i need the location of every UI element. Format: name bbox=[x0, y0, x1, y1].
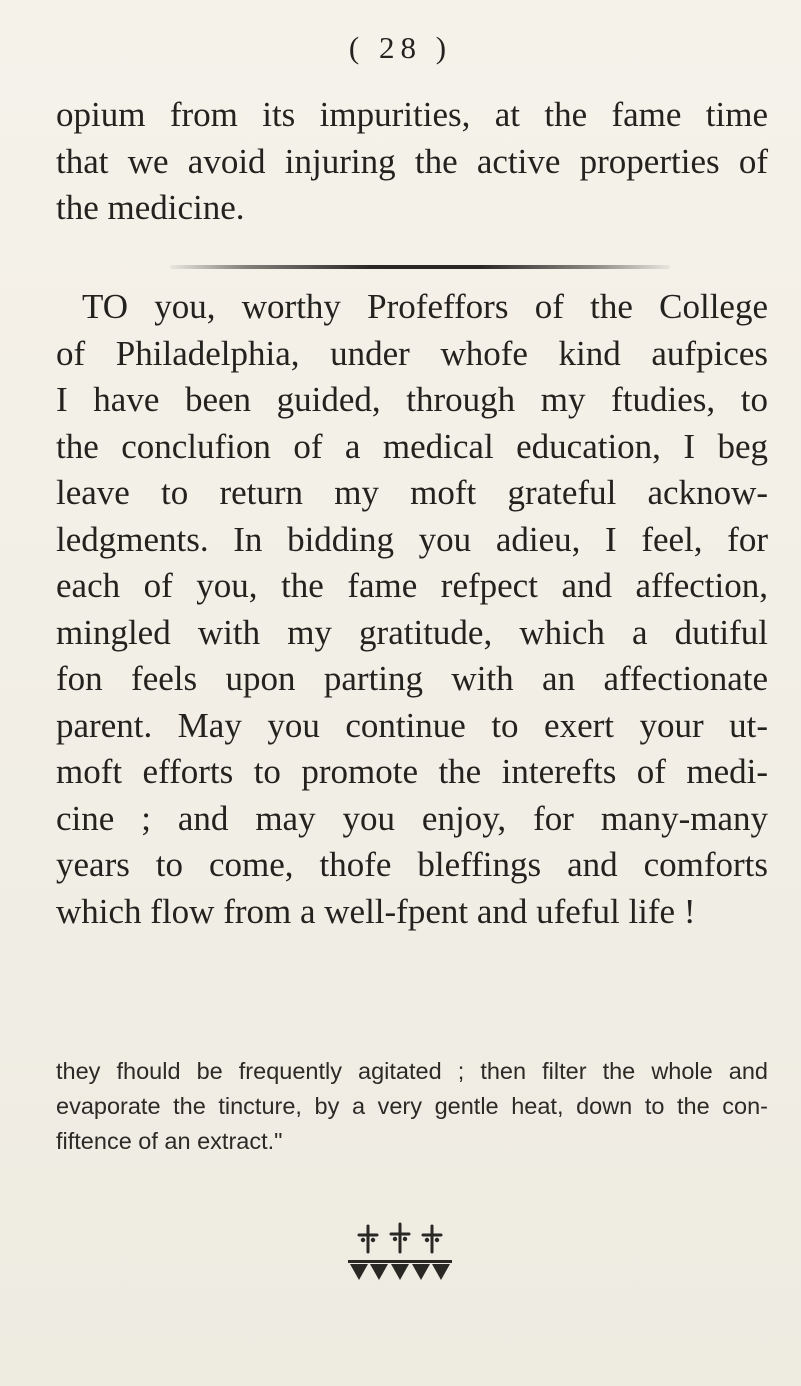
text-line: years to come, thofe bleffings and comforts bbox=[56, 845, 768, 884]
text-line: which flow from a well-fpent and ufeful life ! bbox=[56, 891, 696, 931]
text-line: the medicine. bbox=[56, 188, 245, 227]
fleuron-ornament-icon bbox=[340, 1218, 460, 1288]
text-line: TO you, worthy Profeffors of the College bbox=[82, 287, 768, 326]
page-number: ( 28 ) bbox=[348, 30, 453, 65]
intro-paragraph bbox=[56, 92, 768, 232]
text-line: each of you, the fame refpect and affection, bbox=[56, 566, 768, 605]
text-line: moft efforts to promote the interefts of medi- bbox=[56, 752, 768, 791]
section-divider-rule bbox=[170, 265, 670, 269]
text-line: that we avoid injuring the active properties of bbox=[56, 141, 768, 181]
footnote bbox=[56, 1054, 768, 1159]
footnote-line: fiftence of an extract." bbox=[56, 1128, 283, 1154]
dedication-paragraph bbox=[56, 284, 768, 935]
footnote-line: they fhould be frequently agitated ; then filter the whole and bbox=[56, 1058, 768, 1084]
text-line: cine ; and may you enjoy, for many-many bbox=[56, 798, 768, 838]
text-line: parent. May you continue to exert your ut- bbox=[56, 705, 768, 745]
text-line: the conclufion of a medical education, I beg bbox=[56, 426, 768, 466]
text-line: leave to return my moft grateful acknow- bbox=[56, 473, 768, 512]
text-line: ledgments. In bidding you adieu, I feel, for bbox=[56, 519, 768, 559]
text-line: mingled with my gratitude, which a dutiful bbox=[56, 612, 768, 652]
text-line: of Philadelphia, under whofe kind aufpices bbox=[56, 333, 768, 373]
footnote-line: evaporate the tincture, by a very gentle heat, down to the con- bbox=[56, 1093, 768, 1119]
text-line: opium from its impurities, at the fame time bbox=[56, 95, 768, 134]
text-line: I have been guided, through my ftudies, to bbox=[56, 380, 768, 419]
text-line: fon feels upon parting with an affectionate bbox=[56, 659, 768, 698]
